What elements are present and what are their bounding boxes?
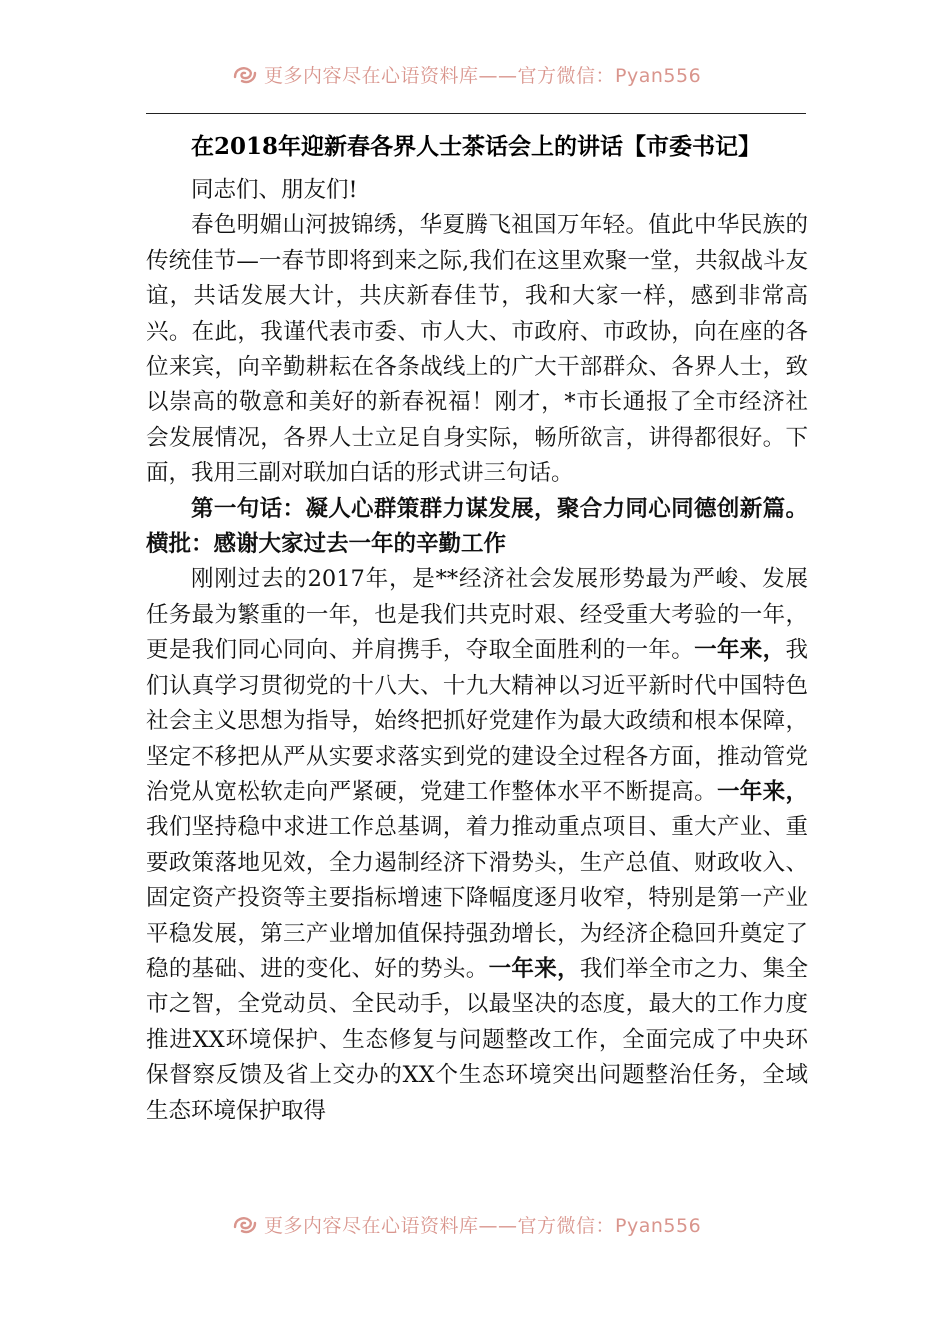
paragraph-review-intro: 刚刚过去的2017年，是**经济社会发展形势最为严峻、发展任务最为繁重的一年，也是我们共克时艰、经受重大考验的一年，更是我们同心同向、并肩携手，夺取全面胜利的一年。 — [146, 566, 808, 664]
watermark-bottom — [232, 1212, 701, 1236]
greeting: 同志们、朋友们! — [191, 177, 358, 203]
watermark-top — [232, 62, 701, 86]
emphasis-lead-3: 一年来， — [488, 955, 580, 982]
emphasis-lead-2: 一年来， — [716, 778, 808, 805]
swirl-logo-icon — [232, 63, 258, 85]
paragraph-review-part-3: 我们举全市之力、集全市之智，全党动员、全民动手，以最坚决的态度，最大的工作力度推进XX环境保护、生态修复与问题整改工作，全面完成了中央环保督察反馈及省上交办的XX个生态环境突出问题整治任务，全域生态环境保护取得 — [146, 955, 808, 1124]
paragraph-review — [146, 562, 808, 1129]
document-title: 在2018年迎新春各界人士茶话会上的讲话【市委书记】 — [190, 133, 761, 160]
watermark-text: 更多内容尽在心语资料库——官方微信：Pyan556 — [264, 64, 702, 87]
paragraph-review-part-2: 我们坚持稳中求进工作总基调，着力推动重点项目、重大产业、重要政策落地见效，全力遏制经济下滑势头，生产总值、财政收入、固定资产投资等主要指标增速下降幅度逐月收窄，特别是第一产业平稳发展，第三产业增加值保持强劲增长，为经济企稳回升奠定了稳的基础、进的变化、好的势头。 — [146, 814, 808, 982]
section-heading-1: 第一句话：凝人心群策群力谋发展，聚合力同心同德创新篇。横批：感谢大家过去一年的辛勤工作 — [146, 495, 808, 558]
document-body — [146, 173, 808, 1129]
watermark-text: 更多内容尽在心语资料库——官方微信：Pyan556 — [264, 1214, 702, 1237]
paragraph-opening: 春色明媚山河披锦绣，华夏腾飞祖国万年轻。值此中华民族的传统佳节—一春节即将到来之际,我们在这里欢聚一堂，共叙战斗友谊，共话发展大计，共庆新春佳节，我和大家一样，感到非常高兴。在此，我谨代表市委、市人大、市政府、市政协，向在座的各位来宾，向辛勤耕耘在各条战线上的广大干部群众、各界人士，致以崇高的敬意和美好的新春祝福！刚才，*市长通报了全市经济社会发展情况，各界人士立足自身实际，畅所欲言，讲得都很好。下面，我用三副对联加白话的形式讲三句话。 — [146, 212, 808, 487]
swirl-logo-icon — [232, 1213, 258, 1235]
paragraph-review-part-1: 我们认真学习贯彻党的十八大、十九大精神以习近平新时代中国特色社会主义思想为指导，始终把抓好党建作为最大政绩和根本保障，坚定不移把从严从实要求落实到党的建设全过程各方面，推动管党治党从宽松软走向严紧硬，党建工作整体水平不断提高。 — [146, 637, 808, 805]
header-rule — [146, 113, 806, 114]
emphasis-lead-1: 一年来， — [694, 637, 786, 664]
